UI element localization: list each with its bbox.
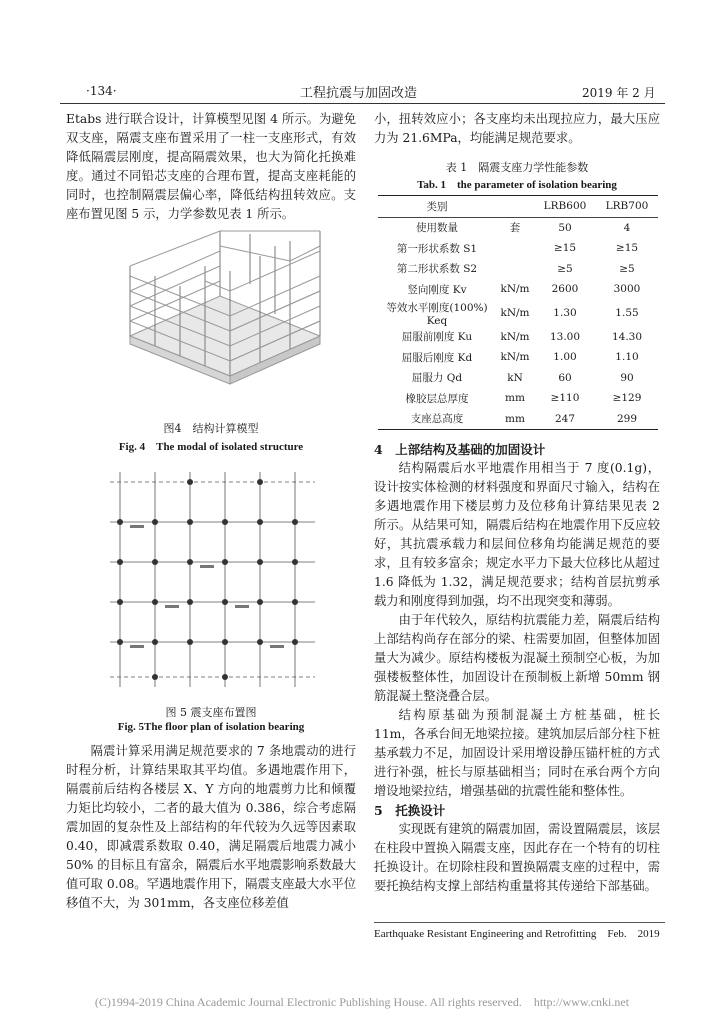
table-cell: ≥15 — [553, 242, 577, 255]
table-cell: kN/m — [500, 330, 530, 343]
table-cell: 第二形状系数 S2 — [396, 263, 478, 276]
table-cell: 60 — [558, 371, 572, 384]
table-cell: ≥5 — [557, 262, 573, 275]
table-row — [378, 409, 658, 430]
table1 — [378, 195, 658, 430]
table-cell: kN — [507, 371, 523, 384]
table-header-cell — [496, 196, 534, 218]
figure5-caption-cn: 图 5 震支座布置图 — [165, 706, 257, 719]
figure5-caption-en: Fig. 5The floor plan of isolation bearing — [117, 721, 305, 733]
figure4-caption-en: Fig. 4 The modal of isolated structure — [118, 441, 304, 453]
footer-rule — [374, 922, 665, 923]
table-cell: 屈服力 Qd — [411, 372, 463, 385]
table1-title-en: Tab. 1 the parameter of isolation bearing — [417, 179, 617, 191]
table-cell: ≥5 — [619, 262, 635, 275]
table-row — [378, 347, 658, 368]
table-header-cell: LRB600 — [543, 200, 587, 213]
table-header-cell: LRB700 — [605, 200, 649, 213]
paragraph: 结构隔震后水平地震作用相当于 7 度(0.1g)，设计按实体检测的材料强度和界面尺寸输入，结构在多遇地震作用下楼层剪力及位移角计算结果见表 2 所示。从结果可知，隔震后结构在地震作用下反应较好，其抗震承载力和层间位移角均能满足规范的要求，且有较多富余；规定水平力下最大位移比从超过 1.6 降低为 1.32，满足规范要求；结构首层抗剪承载力和刚度得到加强，均不出现突变和薄弱。 — [374, 461, 660, 608]
table-row — [378, 217, 658, 238]
paragraph: Etabs 进行联合设计，计算模型见图 4 所示。为避免双支座，隔震支座布置采用了一柱一支座形式，有效降低隔震层刚度，提高隔震效果，也大为简化托换难度。通过不同铅芯支座的合理布置，提高支座耗能的同时，也控制隔震层偏心率，降低结构扭转效应。支座布置见图 5 示，力学参数见表 1 所示。 — [66, 112, 356, 221]
table-cell: mm — [505, 412, 525, 425]
issue-date: 2019 年 2 月 — [582, 86, 656, 100]
page-number: ·134· — [86, 84, 117, 98]
table-cell: 1.10 — [615, 351, 639, 364]
left-column-top — [66, 110, 356, 224]
table-cell: mm — [505, 392, 525, 405]
paragraph: 实现既有建筑的隔震加固，需设置隔震层，该层在柱段中置换入隔震支座，因此存在一个特有的切柱托换设计。在切除柱段和置换隔震支座的过程中，需要托换结构支撑上部结构重量将其传递给下部基础。 — [374, 822, 660, 893]
right-column-body — [374, 440, 660, 896]
table-cell: ≥15 — [615, 242, 639, 255]
table-cell: 2600 — [551, 283, 579, 296]
table-cell: 支座总高度 — [410, 413, 464, 426]
footer-journal: Earthquake Resistant Engineering and Retrofitting Feb. 2019 — [374, 928, 660, 940]
right-column-top — [374, 110, 660, 148]
paragraph: 由于年代较久，原结构抗震能力差，隔震后结构上部结构尚存在部分的梁、柱需要加固，但整体加固量大为减少。原结构楼板为混凝土预制空心板，为加强楼板整体性，加固设计在预制板上新增 50mm 钢筋混凝土整浇叠合层。 — [374, 613, 660, 703]
paragraph: 小，扭转效应小；各支座均未出现拉应力，最大压应力为 21.6MPa，均能满足规范要求。 — [374, 112, 660, 145]
table-cell: 13.00 — [549, 330, 581, 343]
table-row — [378, 368, 658, 389]
table-cell: 套 — [509, 222, 521, 235]
table-cell: 屈服前刚度 Ku — [401, 331, 473, 344]
copyright: (C)1994-2019 China Academic Journal Electronic Publishing House. All rights reserved. http://www.cnki.net — [94, 995, 630, 1009]
table-cell: kN/m — [500, 351, 530, 364]
table-cell: 竖向刚度 Kv — [407, 283, 467, 296]
figure4-caption-cn: 图4 结构计算模型 — [163, 422, 259, 435]
table-cell — [496, 238, 534, 259]
table-cell: kN/m — [500, 283, 530, 296]
table-cell: 橡胶层总厚度 — [405, 392, 469, 405]
paragraph: 隔震计算采用满足规范要求的 7 条地震动的进行时程分析，计算结果取其平均值。多遇地震作用下，隔震前后结构各楼层 X、Y 方向的地震剪力比和倾覆力矩比均较小，二者的最大值为 0.386，综合考虑隔震加固的复杂性及上部结构的年代较为久远等因素取 0.40，即减震系数取 0.40，满足隔震后地震力减小 50% 的目标且有富余，隔震后水平地震影响系数最大值可取 0.08。罕遇地震作用下，隔震支座最大水平位移值不大，为 301mm，各支座位移差值 — [66, 744, 356, 910]
table-row — [378, 238, 658, 259]
table-cell: 299 — [616, 412, 638, 425]
table-cell: 1.00 — [553, 351, 577, 364]
table-cell: ≥110 — [550, 392, 580, 405]
table-cell: ≥129 — [612, 392, 642, 405]
table-row — [378, 327, 658, 348]
table-cell: 等效水平刚度(100%) Keq — [386, 301, 488, 327]
table-cell: 4 — [623, 221, 631, 234]
table-cell: kN/m — [500, 307, 530, 319]
header-rule — [60, 103, 665, 104]
table-cell: 屈服后刚度 Kd — [401, 351, 473, 364]
table-cell: 50 — [558, 221, 572, 234]
table-cell — [496, 259, 534, 280]
table1-title-cn: 表 1 隔震支座力学性能参数 — [445, 161, 589, 174]
section-heading: 4 上部结构及基础的加固设计 — [374, 442, 546, 457]
table-header-cell: 类别 — [426, 200, 448, 213]
table-cell: 3000 — [613, 283, 641, 296]
paragraph: 结构原基础为预制混凝土方桩基础，桩长 11m，各承台间无地梁拉接。建筑加层后部分柱下桩基承载力不足，加固设计采用增设静压锚杆桩的方式进行补强，桩长与原基础相当；同时在承台两个方向增设地梁拉结，增强基础的抗震性能和整体性。 — [374, 708, 660, 798]
section-heading: 5 托换设计 — [374, 803, 446, 818]
figure5-image — [80, 462, 332, 702]
table-row — [378, 259, 658, 280]
figure4-image — [100, 226, 340, 412]
table-cell: 1.30 — [553, 307, 577, 319]
journal-title: 工程抗震与加固改造 — [300, 86, 418, 101]
table-cell: 使用数量 — [416, 222, 458, 235]
table-row — [378, 279, 658, 300]
table-header-row — [378, 196, 658, 218]
table-cell: 第一形状系数 S1 — [396, 242, 478, 255]
table-cell: 1.55 — [615, 307, 639, 319]
table-cell: 14.30 — [611, 330, 643, 343]
table-cell: 90 — [620, 371, 634, 384]
table-row — [378, 388, 658, 409]
table-row — [378, 300, 658, 327]
left-column-bottom — [66, 742, 356, 913]
table-cell: 247 — [554, 412, 576, 425]
